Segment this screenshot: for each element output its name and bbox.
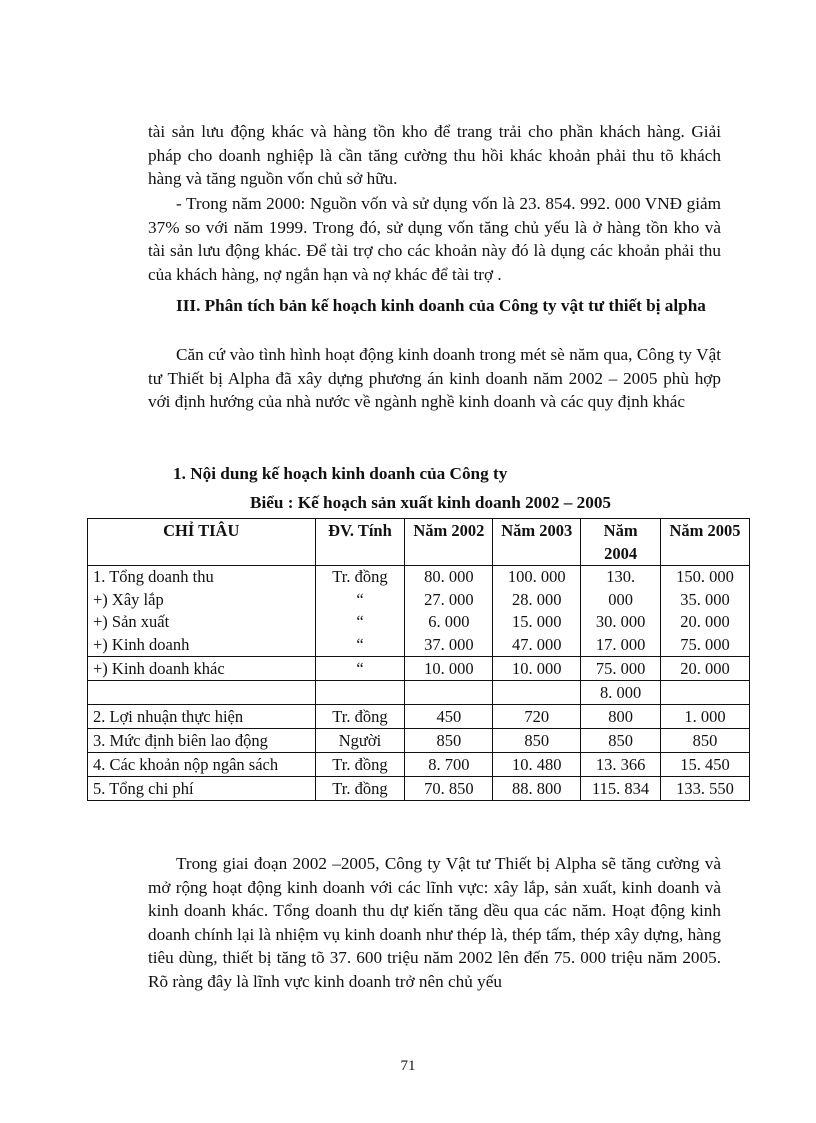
cell-2004: 130. 000 30. 000 17. 000 xyxy=(581,566,661,657)
subsection-heading-1: 1. Nội dung kế hoạch kinh doanh của Công ty xyxy=(173,464,508,483)
cell-unit: Tr. đồng xyxy=(315,705,405,729)
table-title: Biểu : Kế hoạch sản xuất kinh doanh 2002 – 2005 xyxy=(250,493,612,512)
cell-2005: 15. 450 xyxy=(661,753,750,777)
cell-unit: Tr. đồng “ “ “ xyxy=(315,566,405,657)
cell-indicator: +) Kinh doanh khác xyxy=(88,657,316,681)
cell-2002: 8. 700 xyxy=(405,753,493,777)
cell-unit: Người xyxy=(315,729,405,753)
header-unit: ĐV. Tính xyxy=(315,519,405,566)
cell-2004: 850 xyxy=(581,729,661,753)
cell-2005: 20. 000 xyxy=(661,657,750,681)
header-year-2004: Năm 2004 xyxy=(581,519,661,566)
cell-unit: Tr. đồng xyxy=(315,753,405,777)
cell-2002 xyxy=(405,681,493,705)
cell-indicator: 1. Tổng doanh thu +) Xây lắp +) Sản xuất +) Kinh doanh xyxy=(88,566,316,657)
cell-indicator: 4. Các khoản nộp ngân sách xyxy=(88,753,316,777)
cell-2003: 88. 800 xyxy=(493,777,581,801)
paragraph-plan-basis: Căn cứ vào tình hình hoạt động kinh doanh trong mét sè năm qua, Công ty Vật tư Thiết bị Alpha đã xây dựng phương án kinh doanh năm 2002 – 2005 phù hợp với định hướng của nhà nước về ngành nghề kinh doanh và các quy định khác xyxy=(148,345,721,411)
cell-2005 xyxy=(661,681,750,705)
header-year-2005: Năm 2005 xyxy=(661,519,750,566)
cell-2002: 450 xyxy=(405,705,493,729)
cell-2003: 850 xyxy=(493,729,581,753)
paragraph-plan-summary: Trong giai đoạn 2002 –2005, Công ty Vật tư Thiết bị Alpha sẽ tăng cường và mở rộng hoạt động kinh doanh với các lĩnh vực: xây lắp, sản xuất, kinh doanh và kinh doanh khác. Tổng doanh thu dự kiến tăng dều qua các năm. Hoạt động kinh doanh chính lại là nhiệm vụ kinh doanh như thép là, thép tấm, thép xây dựng, hàng tiêu dùng, thiết bị tăng tõ 37. 600 triệu năm 2002 lên đến 75. 000 triệu năm 2005. Rõ ràng đây là lĩnh vực kinh doanh trở nên chủ yếu xyxy=(148,854,721,991)
table-row xyxy=(88,705,750,729)
header-year-2003: Năm 2003 xyxy=(493,519,581,566)
cell-2004: 75. 000 xyxy=(581,657,661,681)
cell-2004: 13. 366 xyxy=(581,753,661,777)
cell-indicator xyxy=(88,681,316,705)
cell-2004: 800 xyxy=(581,705,661,729)
paragraph-year-2000: - Trong năm 2000: Nguồn vốn và sử dụng vốn là 23. 854. 992. 000 VNĐ giảm 37% so với năm 1999. Trong đó, sử dụng vốn tăng chủ yếu là ở hàng tồn kho và tài sản lưu động khác. Để tài trợ cho các khoản này đó là dụng các khoản phải thu của khách hàng, nợ ngắn hạn và nợ khác để tài trợ . xyxy=(148,194,721,284)
cell-2002: 70. 850 xyxy=(405,777,493,801)
cell-indicator: 2. Lợi nhuận thực hiện xyxy=(88,705,316,729)
cell-indicator: 5. Tổng chi phí xyxy=(88,777,316,801)
table-row xyxy=(88,729,750,753)
header-year-2002: Năm 2002 xyxy=(405,519,493,566)
table-row xyxy=(88,566,750,657)
cell-2005: 150. 000 35. 000 20. 000 75. 000 xyxy=(661,566,750,657)
cell-2003: 100. 000 28. 000 15. 000 47. 000 xyxy=(493,566,581,657)
cell-2003: 10. 000 xyxy=(493,657,581,681)
business-plan-table xyxy=(87,518,750,801)
table-header-row xyxy=(88,519,750,566)
cell-2003: 10. 480 xyxy=(493,753,581,777)
cell-2005: 1. 000 xyxy=(661,705,750,729)
paragraph-receivables: tài sản lưu động khác và hàng tồn kho để trang trải cho phần khách hàng. Giải pháp cho doanh nghiệp là cần tăng cường thu hồi khác khoản phải thu tõ khách hàng và tăng nguồn vốn chủ sở hữu. xyxy=(148,122,721,188)
cell-unit: “ xyxy=(315,657,405,681)
cell-2003 xyxy=(493,681,581,705)
cell-2004: 8. 000 xyxy=(581,681,661,705)
table-row xyxy=(88,777,750,801)
cell-2002: 80. 000 27. 000 6. 000 37. 000 xyxy=(405,566,493,657)
cell-unit xyxy=(315,681,405,705)
table-row xyxy=(88,753,750,777)
cell-2002: 850 xyxy=(405,729,493,753)
table-row xyxy=(88,681,750,705)
cell-2002: 10. 000 xyxy=(405,657,493,681)
cell-unit: Tr. đồng xyxy=(315,777,405,801)
section-heading-iii: III. Phân tích bản kế hoạch kinh doanh của Công ty vật tư thiết bị alpha xyxy=(176,296,706,315)
header-indicator: CHỈ TIÂU xyxy=(88,519,316,566)
cell-2003: 720 xyxy=(493,705,581,729)
cell-2005: 850 xyxy=(661,729,750,753)
cell-indicator: 3. Mức định biên lao động xyxy=(88,729,316,753)
cell-2005: 133. 550 xyxy=(661,777,750,801)
cell-2004: 115. 834 xyxy=(581,777,661,801)
table-row xyxy=(88,657,750,681)
page-number: 71 xyxy=(400,1058,416,1074)
